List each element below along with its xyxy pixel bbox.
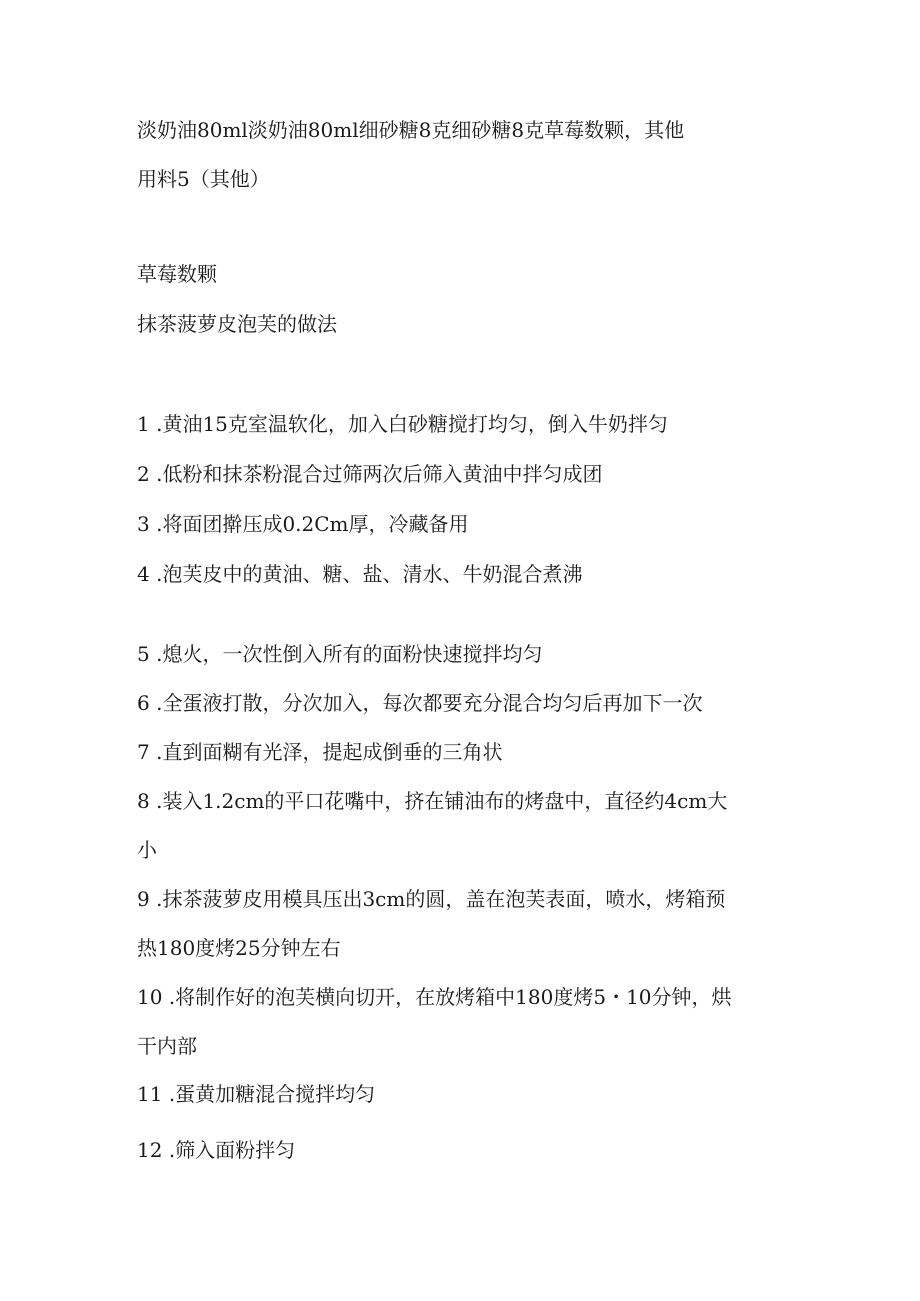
step-8: [137, 789, 797, 813]
step-text: .抹茶菠萝皮用模具压出3cm的圆，盖在泡芙表面，喷水，烤箱预: [156, 887, 726, 911]
step-5: [137, 642, 797, 666]
step-number: 11: [137, 1082, 163, 1106]
step-10: [137, 985, 797, 1009]
step-number: 1: [137, 412, 150, 436]
step-9: [137, 887, 797, 911]
step-number: 4: [137, 562, 150, 586]
step-6: [137, 691, 797, 715]
step-number: 5: [137, 642, 150, 666]
step-12: [137, 1138, 797, 1162]
ingredient-extra: 草莓数颗: [137, 262, 217, 286]
step-text: .低粉和抹茶粉混合过筛两次后筛入黄油中拌匀成团: [156, 462, 603, 486]
step-text: .将制作好的泡芙横向切开，在放烤箱中180度烤5・10分钟，烘: [168, 985, 732, 1009]
step-text: .筛入面粉拌匀: [168, 1138, 296, 1162]
step-1: [137, 412, 797, 436]
step-number: 10: [137, 985, 163, 1009]
step-text: .将面团擀压成0.2Cm厚，冷藏备用: [156, 512, 469, 536]
step-text: .熄火，一次性倒入所有的面粉快速搅拌均匀: [156, 642, 543, 666]
step-number: 6: [137, 691, 150, 715]
step-10-continuation: 干内部: [137, 1034, 197, 1058]
step-number: 9: [137, 887, 150, 911]
step-number: 8: [137, 789, 150, 813]
step-7: [137, 740, 797, 764]
step-4: [137, 562, 797, 586]
step-2: [137, 462, 797, 486]
section-title: 抹茶菠萝皮泡芙的做法: [137, 312, 337, 336]
step-9-continuation: 热180度烤25分钟左右: [137, 936, 341, 960]
step-text: .蛋黄加糖混合搅拌均匀: [168, 1082, 376, 1106]
intro-line-2: 用料5（其他）: [137, 167, 270, 191]
step-number: 3: [137, 512, 150, 536]
step-text: .直到面糊有光泽，提起成倒垂的三角状: [156, 740, 503, 764]
intro-line-1: 淡奶油80ml淡奶油80ml细砂糖8克细砂糖8克草莓数颗，其他: [137, 118, 685, 142]
step-text: .泡芙皮中的黄油、糖、盐、清水、牛奶混合煮沸: [156, 562, 583, 586]
step-number: 12: [137, 1138, 163, 1162]
step-text: .装入1.2cm的平口花嘴中，挤在铺油布的烤盘中，直径约4cm大: [156, 789, 728, 813]
step-text: .全蛋液打散，分次加入，每次都要充分混合均匀后再加下一次: [156, 691, 703, 715]
step-8-continuation: 小: [137, 838, 157, 862]
step-11: [137, 1082, 797, 1106]
step-number: 2: [137, 462, 150, 486]
step-text: .黄油15克室温软化，加入白砂糖搅打均匀，倒入牛奶拌匀: [156, 412, 668, 436]
step-number: 7: [137, 740, 150, 764]
step-3: [137, 512, 797, 536]
